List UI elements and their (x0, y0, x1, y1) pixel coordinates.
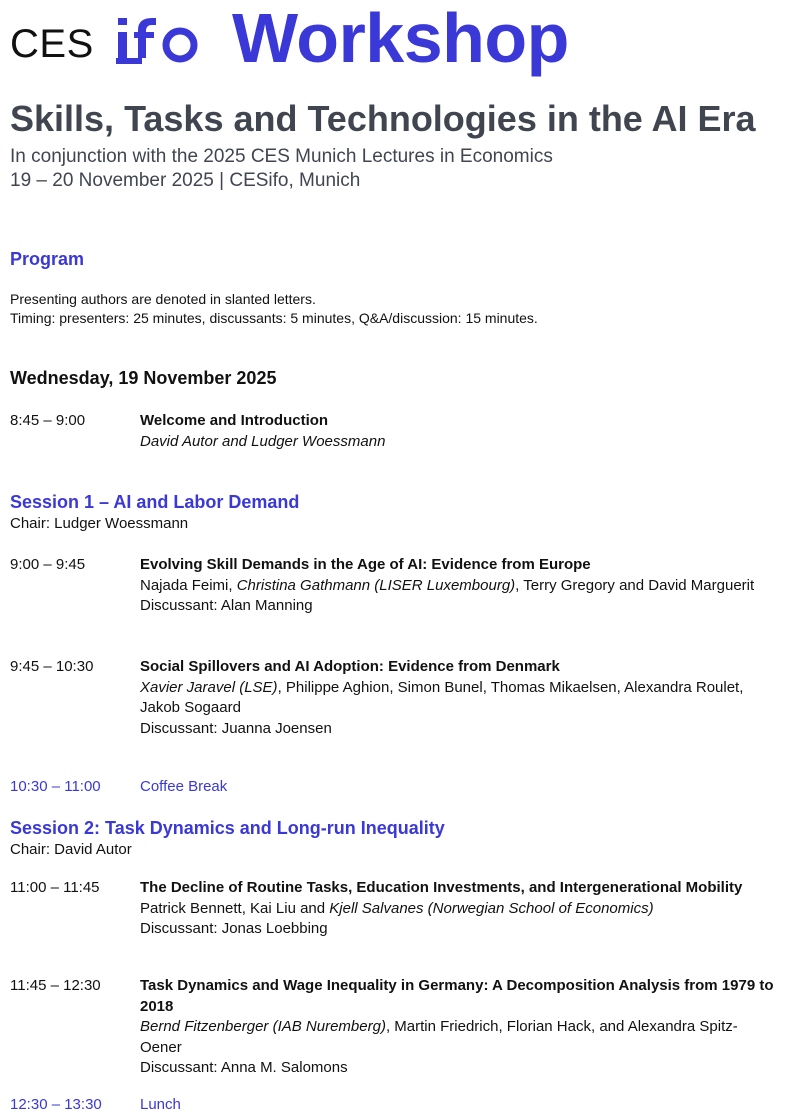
subtitle-date-place: 19 – 20 November 2025 | CESifo, Munich (10, 170, 361, 191)
slot-label: Lunch (140, 1096, 181, 1113)
talk-title: Evolving Skill Demands in the Age of AI: Evidence from Europe (140, 556, 591, 573)
talk-authors: Najada Feimi, Christina Gathmann (LISER Luxembourg), Terry Gregory and David Marguerit (140, 576, 755, 594)
talk-title: The Decline of Routine Tasks, Education Investments, and Intergenerational Mobility (140, 879, 743, 896)
presenting-author: Kjell Salvanes (Norwegian School of Economics) (329, 899, 654, 917)
slot-time: 11:00 – 11:45 (10, 879, 100, 896)
day-heading: Wednesday, 19 November 2025 (10, 368, 277, 388)
talk-discussant: Discussant: Jonas Loebbing (140, 920, 328, 937)
header (10, 0, 790, 77)
page-title: Skills, Tasks and Technologies in the AI Era (10, 98, 756, 139)
ifo-logo (116, 14, 212, 74)
talk-authors: Patrick Bennett, Kai Liu and Kjell Salvanes (Norwegian School of Economics) (140, 899, 654, 917)
session-1-chair: Chair: Ludger Woessmann (10, 515, 189, 532)
slot-time: 9:45 – 10:30 (10, 658, 94, 675)
talk-discussant: Discussant: Anna M. Salomons (140, 1059, 348, 1076)
workshop-heading: Workshop (232, 0, 569, 77)
ces-logo-text: CES (10, 22, 94, 66)
session-2-chair: Chair: David Autor (10, 841, 132, 858)
presenter-names: David Autor and Ludger Woessmann (140, 432, 386, 450)
subtitle-lectures: In conjunction with the 2025 CES Munich Lectures in Economics (10, 146, 553, 167)
slot-title: Welcome and Introduction (140, 412, 329, 429)
presenting-author: Bernd Fitzenberger (IAB Nuremberg) (140, 1018, 386, 1035)
slot-time: 12:30 – 13:30 (10, 1096, 102, 1113)
slot-time: 9:00 – 9:45 (10, 556, 86, 573)
slot-time: 8:45 – 9:00 (10, 412, 86, 429)
presenting-author: Christina Gathmann (LISER Luxembourg) (236, 576, 516, 594)
slot-time: 10:30 – 11:00 (10, 778, 101, 795)
session-2-heading: Session 2: Task Dynamics and Long-run Inequality (10, 818, 445, 838)
talk-authors: Bernd Fitzenberger (IAB Nuremberg), Martin Friedrich, Florian Hack, and Alexandra Spitz-Oener (140, 1018, 738, 1056)
session-1-heading: Session 1 – AI and Labor Demand (10, 492, 300, 512)
program-note-timing: Timing: presenters: 25 minutes, discussants: 5 minutes, Q&A/discussion: 15 minutes. (10, 310, 538, 326)
program-heading: Program (10, 249, 85, 269)
talk-title: Social Spillovers and AI Adoption: Evidence from Denmark (140, 658, 560, 675)
presenting-author: Xavier Jaravel (LSE) (140, 678, 278, 696)
slot-label: Coffee Break (140, 778, 228, 795)
talk-title: Task Dynamics and Wage Inequality in Germany: A Decomposition Analysis from 1979 to 2018 (140, 977, 774, 1015)
slot-speakers (140, 432, 775, 453)
talk-discussant: Discussant: Juanna Joensen (140, 719, 332, 737)
talk-discussant: Discussant: Alan Manning (140, 597, 313, 614)
program-note-presenters: Presenting authors are denoted in slanted letters. (10, 291, 316, 307)
slot-time: 11:45 – 12:30 (10, 977, 101, 994)
talk-authors: Xavier Jaravel (LSE), Philippe Aghion, Simon Bunel, Thomas Mikaelsen, Alexandra Roulet, Jakob Sogaard (140, 678, 744, 716)
